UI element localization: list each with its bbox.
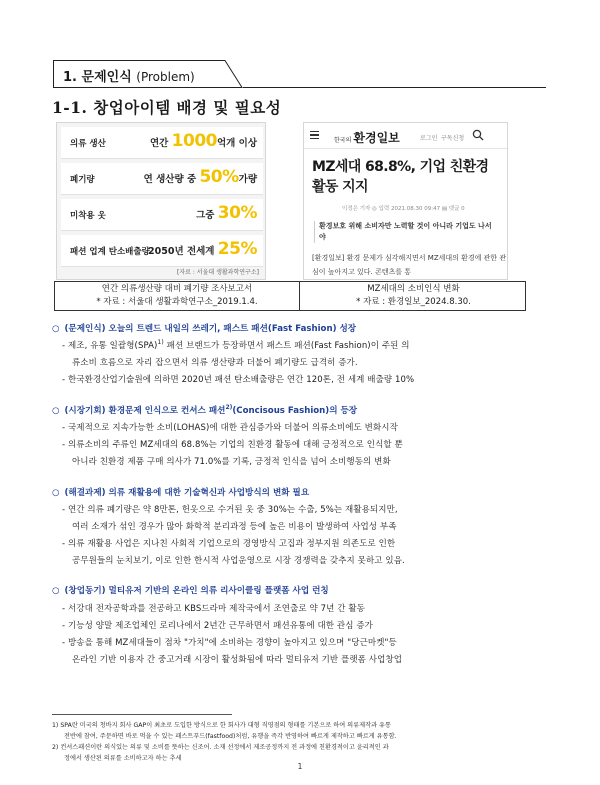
section-header-rule [243,87,546,88]
section-heading: ○ (시장기회) 환경문제 인식으로 컨셔스 패션$^{2)}$(Concisous Fashion)의 등장 [52,404,358,416]
stat-row [61,199,263,231]
news-headline: MZ세대 68.8%, 기업 친환경 활동 지지 [312,159,489,195]
clothing-statistics-image [56,122,266,280]
stat-label: 미착용 옷 [70,211,106,221]
section-heading: ○ (해결과제) 의류 재활용에 대한 기술혁신과 사업방식의 변화 필요 [52,488,310,498]
stat-value: 연간 1000억개 이상 [149,131,257,151]
news-login: 로그인 [420,135,438,142]
body-line: - 국제적으로 지속가능한 소비(LOHAS)에 대한 관심증가와 더불어 의류소비에도 변화시작 [62,423,398,433]
news-article-image [303,122,508,280]
body-line: 공무원들의 눈치보기, 이로 인한 한시적 사업운영으로 시장 경쟁력을 갖추지 못하고 있음. [72,556,405,566]
news-header [304,123,507,149]
body-line: - 의류소비의 주류인 MZ세대의 68.8%는 기업의 친환경 활동에 대해 긍정적으로 인식할 뿐 [62,440,403,450]
body-line: - 방송을 통해 MZ세대들이 점차 "가치"에 소비하는 경향이 높아지고 있으며 "당근마켓"등 [62,638,397,648]
caption-left: 연간 의류생산량 대비 폐기량 조사보고서 * 자료 : 서울대 생활과학연구소_2019.1.4. [96,284,258,307]
news-subscribe: 구독신청 [441,135,465,142]
caption-right: MZ세대의 소비인식 변화 * 자료 : 환경일보_2024.8.30. [356,284,471,307]
stat-value: 그중 30% [196,203,257,223]
body-line: 아니라 친환경 제품 구매 의사가 71.0%를 기록, 긍정적 인식을 넘어 소비행동의 변화 [72,457,391,467]
body-line: 류소비 흐름으로 자리 잡으면서 의류 생산량과 더불어 폐기량도 급격히 증가. [72,358,358,368]
stat-value: 2050년 전세계 25% [148,239,257,259]
footnote: 정에서 생산된 의류를 소비하고자 하는 추세 [64,755,182,762]
body-line: 여러 소재가 섞인 경우가 많아 화학적 분리과정 등에 높은 비용이 발생하여 사업성 부족 [72,522,397,532]
footnote: 1) SPA란 미국의 청바지 회사 GAP이 최초로 도입한 방식으로 한 회사가 대형 직영점의 형태를 기본으로 하여 의류제작과 유통 [52,722,391,729]
figure-captions [54,281,526,311]
body-line: - 제조, 유통 일괄형(SPA)$^{1)}$ 패션 브랜드가 등장하면서 패스트 패션(Fast Fashion)이 주된 의 [62,339,410,351]
stat-row [61,127,263,159]
menu-icon [310,131,319,139]
page-number: 1 [297,762,303,771]
news-meta: 이정은 기자 ◎ 입력 2021.08.30 09:47 ▤ 댓글 0 [342,206,465,212]
section-header [53,60,243,88]
body-line: - 연간 의류 폐기량은 약 8만톤, 헌옷으로 수거된 옷 중 30%는 수출, 5%는 재활용되지만, [62,505,398,515]
footnote-rule [52,714,232,715]
body-line: - 의류 재활용 사업은 지나친 사회적 기업으로의 경영방식 고집과 정부지원 의존도로 인한 [62,539,396,549]
stat-source: [자료 : 서울대 생활과학연구소] [177,269,259,276]
stat-value: 연 생산량 중 50%가량 [143,167,257,187]
body-line: - 기능성 양말 제조업체인 로리나에서 2년간 근무하면서 패션유통에 대한 관심 증가 [62,621,373,631]
stat-row [61,235,263,267]
section-heading: ○ (문제인식) 오늘의 트렌드 내일의 쓰레기, 패스트 패션(Fast Fashion) 성장 [52,324,357,334]
subsection-title: 1-1. 창업아이템 배경 및 필요성 [52,98,282,117]
body-line: 온라인 기반 이용자 간 중고거래 시장이 활성화됨에 따라 멀티유저 기반 플랫폼 사업창업 [72,655,403,665]
search-icon [472,129,484,141]
section-header-title: 1. 문제인식 (Problem) [63,70,195,85]
body-line: - 서강대 전자공학과를 전공하고 KBS드라마 제작국에서 조연출로 약 7년 간 활동 [62,604,365,614]
body-line: - 한국환경산업기술원에 의하면 2020년 패션 탄소배출량은 연간 120톤, 전 세계 배출량 10% [62,375,415,385]
stat-row [61,163,263,195]
news-lead: 환경보호 위해 소비자만 노력할 것이 아니라 기업도 나서야 [314,221,494,243]
section-heading: ○ (창업동기) 멀티유저 기반의 온라인 의류 리사이클링 플랫폼 사업 런칭 [52,586,329,596]
stat-label: 패션 업계 탄소배출량 [70,247,150,257]
news-body: [환경일보] 환경 문제가 심각해지면서 MZ세대의 환경에 관한 관심이 높아지고 있다. 콘텐츠를 통 [312,254,507,276]
stat-label: 폐기량 [70,175,95,185]
footnote: 2) 컨셔스패션이란 의식있는 의류 및 소비를 뜻하는 신조어. 소재 선정에서 제조공정까지 전 과정에 친환경적이고 윤리적인 과 [52,744,389,751]
news-logo: 한국의 환경일보 [334,131,400,145]
stat-label: 의류 생산 [70,139,106,149]
footnote: 전반에 참여, 주문하면 바로 먹을 수 있는 패스트푸드(fastfood)처럼, 유행을 즉각 반영하여 빠르게 제작하고 빠르게 유통함. [64,733,397,740]
